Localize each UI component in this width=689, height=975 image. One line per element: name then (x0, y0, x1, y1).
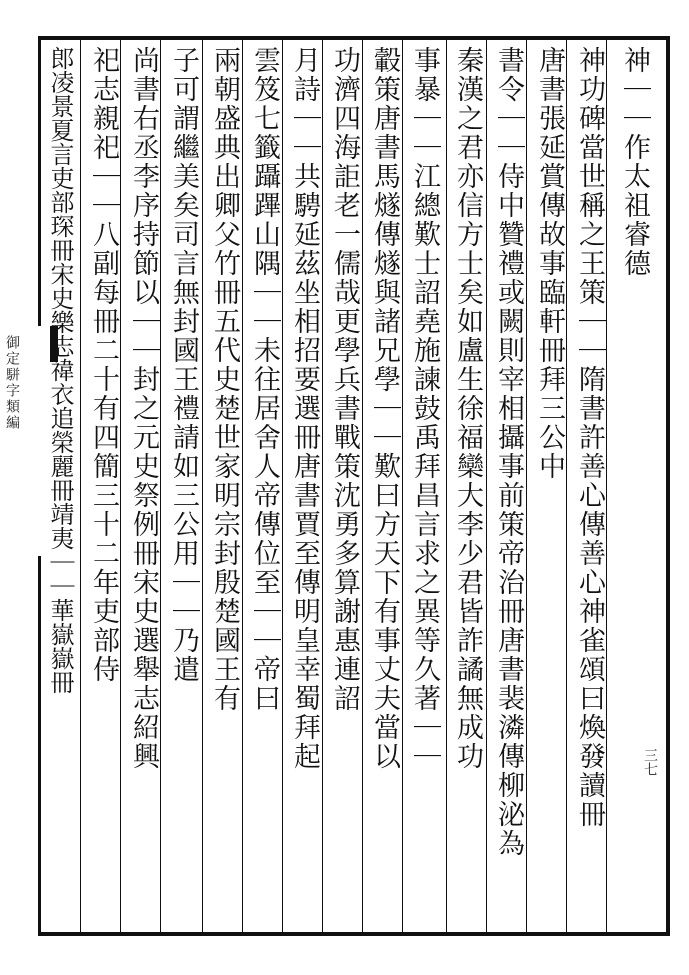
text-column: 功濟四海詎老一儒哉更學兵書戰策沈勇多算謝惠連詔 (329, 46, 360, 713)
text-column: 神｜｜作太祖睿德 (619, 46, 650, 278)
page-number: 三七 (642, 748, 658, 776)
bottom-rule (38, 932, 670, 936)
text-column: 唐書張延賞傳故事臨軒冊拜三公中 (534, 46, 565, 481)
text-column: 轂策唐書馬燧傳燧與諸兄學｜｜歎曰方天下有事丈夫當以 (369, 46, 400, 771)
right-rule (666, 36, 670, 936)
column-divider (282, 38, 283, 932)
column-divider (446, 38, 447, 932)
margin-title: 御定駢字類編 (4, 335, 20, 431)
top-rule (38, 36, 670, 40)
column-divider (80, 38, 81, 932)
text-column: 雲笈七籤躡蹕山隅｜｜未往居舍人帝傳位至｜｜帝曰 (249, 46, 280, 713)
column-divider (486, 38, 487, 932)
text-column: 子可謂繼美矣司言無封國王禮請如三公用｜｜乃遣 (168, 46, 199, 684)
column-divider (322, 38, 323, 932)
text-column: 祀志親祀｜｜八副每冊二十有四簡三十二年吏部侍 (88, 46, 119, 684)
column-divider (526, 38, 527, 932)
text-column: 秦漢之君亦信方士矣如盧生徐福欒大李少君皆詐譎無成功 (452, 46, 483, 771)
column-divider (362, 38, 363, 932)
text-column: 事暴｜｜江總歎士詔堯施諫鼓禹拜昌言求之異等久著｜｜ (409, 46, 440, 771)
text-column: 神功碑當世稱之王策｜｜隋書許善心傳善心神雀頌曰煥發讀冊 (574, 46, 605, 829)
text-column: 月詩｜｜共騁延茲坐相招要選冊唐書賈至傳明皇幸蜀拜起 (289, 46, 320, 771)
column-divider (402, 38, 403, 932)
column-divider (242, 38, 243, 932)
column-divider (606, 38, 607, 932)
column-divider (202, 38, 203, 932)
text-column: 書令｜｜侍中贊禮或闕則宰相攝事前策帝治冊唐書裴潾傳柳泌為 (493, 46, 524, 858)
text-column: 郎凌景夏言吏部琛冊宋史樂志禕衣追榮麗冊靖夷｜｜華嶽嶽冊 (46, 46, 74, 694)
column-divider (566, 38, 567, 932)
page-frame (38, 36, 670, 938)
text-column: 尚書右丞李序持節以｜｜封之元史祭例冊宋史選舉志紹興 (128, 46, 159, 771)
column-divider (160, 38, 161, 932)
text-column: 兩朝盛典出卿父竹冊五代史楚世家明宗封殷楚國王有 (209, 46, 240, 713)
column-divider (120, 38, 121, 932)
